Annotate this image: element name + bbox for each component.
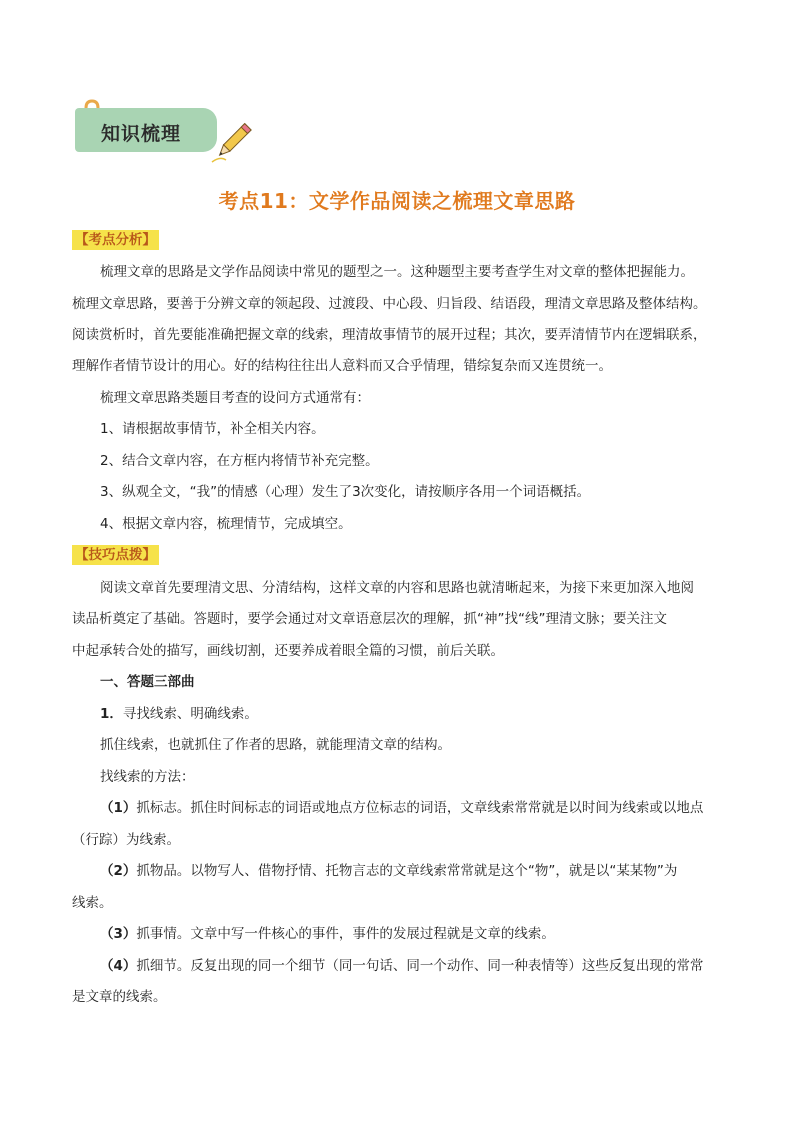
method-text: 抓事情。文章中写一件核心的事件，事件的发展过程就是文章的线索。 [136, 926, 555, 942]
paragraph-line: 理解作者情节设计的用心。好的结构往往出人意料而又合乎情理，错综复杂而又连贯统一。 [72, 358, 612, 374]
banner-label: 知识梳理 [101, 123, 182, 145]
paragraph-line: 梳理文章的思路是文学作品阅读中常见的题型之一。这种题型主要考查学生对文章的整体把握能力。 [100, 264, 694, 280]
paragraph-line: 中起承转合处的描写，画线切割，还要养成着眼全篇的习惯，前后关联。 [72, 643, 504, 659]
method-line-cont: 是文章的线索。 [72, 989, 167, 1005]
method-line-cont: （行踪）为线索。 [72, 832, 180, 848]
banner-tab [75, 108, 217, 152]
list-item: 4、根据文章内容，梳理情节，完成填空。 [100, 516, 352, 532]
method-text: 抓标志。抓住时间标志的词语或地点方位标志的词语，文章线索常常就是以时间为线索或以地点 [136, 800, 704, 816]
method-line [100, 956, 703, 976]
method-number: （3） [100, 926, 137, 942]
method-line [100, 861, 677, 881]
section-tag-analysis: 【考点分析】 [72, 230, 159, 250]
method-number: （2） [100, 863, 137, 879]
paragraph-line: 阅读赏析时，首先要能准确把握文章的线索，理清故事情节的展开过程；其次，要弄清情节内在逻辑联系， [72, 327, 707, 343]
method-text: 抓物品。以物写人、借物抒情、托物言志的文章线索常常就是这个“物”，就是以“某某物”为 [136, 863, 678, 879]
paragraph-line: 梳理文章思路，要善于分辨文章的领起段、过渡段、中心段、归旨段、结语段，理清文章思路及整体结构。 [72, 296, 707, 312]
method-text: 抓细节。反复出现的同一个细节（同一句话、同一个动作、同一种表情等）这些反复出现的常常 [136, 958, 704, 974]
method-line-cont: 线索。 [72, 895, 113, 911]
subheading: 一、答题三部曲 [100, 674, 195, 690]
section-banner [70, 98, 260, 168]
paragraph-line: 抓住线索，也就抓住了作者的思路，就能理清文章的结构。 [100, 737, 451, 753]
method-line [100, 798, 703, 818]
pencil-icon [210, 120, 255, 164]
list-item: 2、结合文章内容，在方框内将情节补充完整。 [100, 453, 379, 469]
method-line [100, 924, 555, 944]
step-line [100, 704, 258, 724]
section-tag-tips: 【技巧点拨】 [72, 545, 159, 565]
list-item: 3、纵观全文，“我”的情感（心理）发生了3次变化，请按顺序各用一个词语概括。 [100, 484, 591, 500]
step-text: 寻找线索、明确线索。 [122, 706, 258, 722]
paragraph-line: 找线索的方法： [100, 769, 195, 785]
paragraph-line: 读品析奠定了基础。答题时，要学会通过对文章语意层次的理解，抓“神”找“线”理清文脉；要关注文 [72, 611, 667, 627]
method-number: （4） [100, 958, 137, 974]
method-number: （1） [100, 800, 137, 816]
paragraph-line: 梳理文章思路类题目考查的设问方式通常有： [100, 390, 370, 406]
step-number: 1． [100, 706, 123, 722]
page-title: 考点11：文学作品阅读之梳理文章思路 [218, 189, 576, 213]
paragraph-line: 阅读文章首先要理清文思、分清结构，这样文章的内容和思路也就清晰起来，为接下来更加深入地阅 [100, 580, 694, 596]
list-item: 1、请根据故事情节，补全相关内容。 [100, 421, 325, 437]
